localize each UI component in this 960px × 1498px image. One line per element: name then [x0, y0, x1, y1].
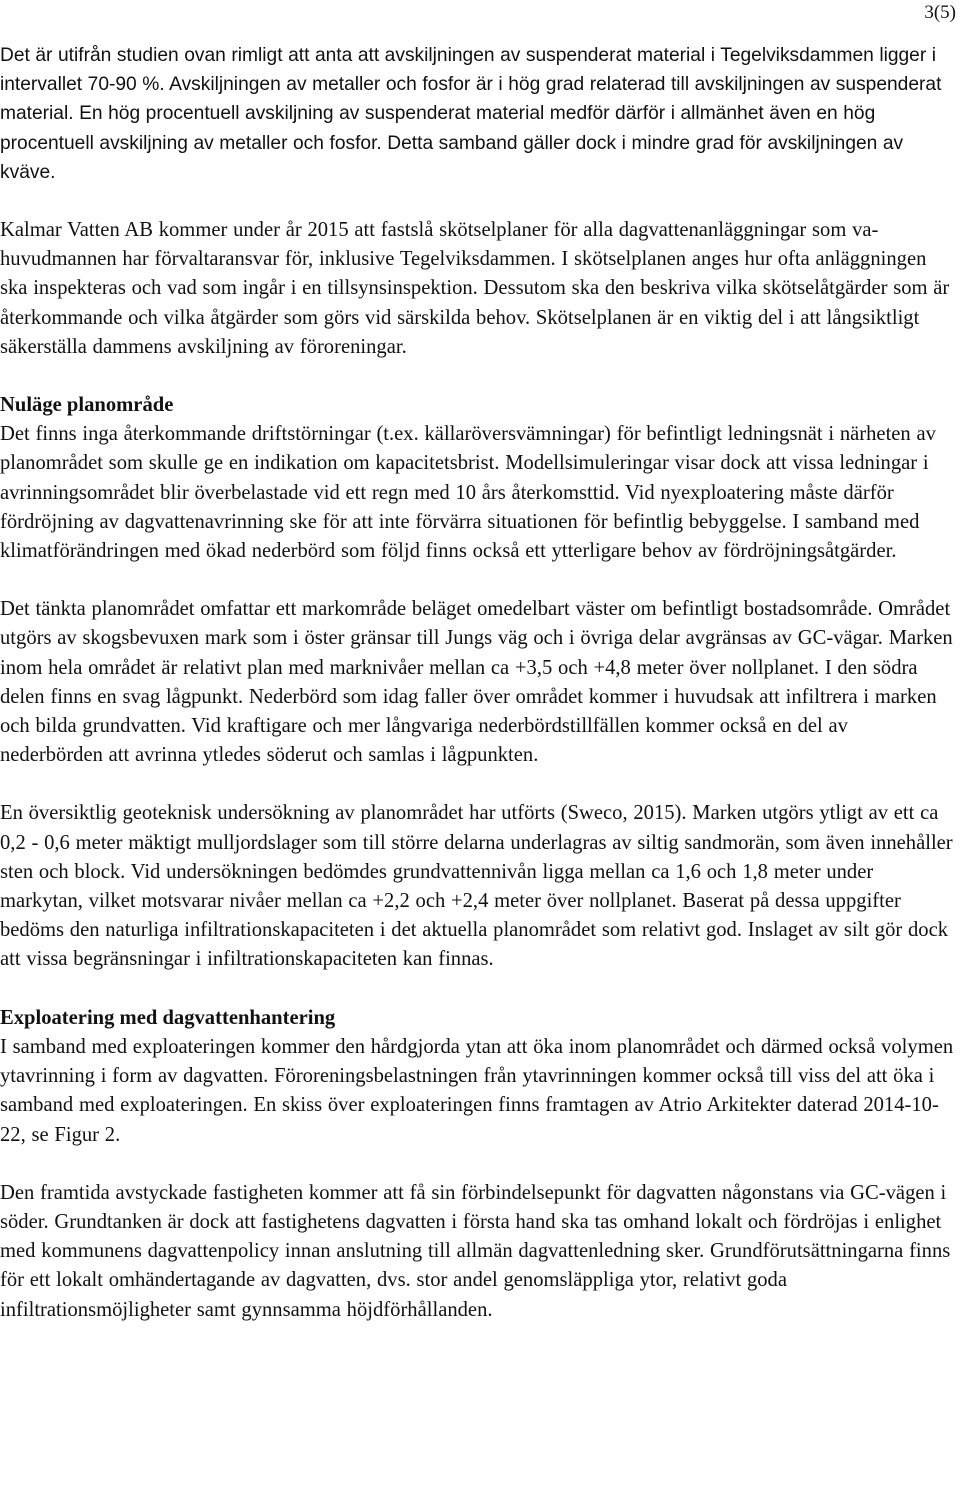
document-body [0, 41, 956, 1325]
paragraph-connection-point: Den framtida avstyckade fastigheten kommer att få sin förbindelsepunkt för dagvatten någonstans via GC-vägen i söder. Grundtanken är dock att fastighetens dagvatten i första hand ska tas omhand lokalt och fördröjas i enlighet med kommunens dagvattenpolicy innan anslutning till allmän dagvattenledning sker. Grundförutsättningarna finns för ett lokalt omhändertagande av dagvatten, dvs. stor andel genomsläppliga ytor, relativt goda infiltrationsmöjligheter samt gynnsamma höjdförhållanden. [0, 1181, 951, 1321]
paragraph-gap [0, 566, 956, 595]
paragraph-suspended-material: Det är utifrån studien ovan rimligt att anta att avskiljningen av suspenderat material i Tegelviksdammen ligger i intervallet 70-90 %. Avskiljningen av metaller och fosfor är i hög grad relaterad till avskiljningen av suspenderat material. En hög procentuell avskiljning av suspenderat material medför därför i allmänhet även en hög procentuell avskiljning av metaller och fosfor. Detta samband gäller dock i mindre grad för avskiljningen av kväve. [0, 45, 942, 183]
page-number: 3(5) [924, 2, 956, 23]
section-heading-exploitation: Exploatering med dagvattenhantering [0, 1006, 336, 1029]
paragraph-maintenance-plans: Kalmar Vatten AB kommer under år 2015 att fastslå skötselplaner för alla dagvattenanläggningar som va-huvudmannen har förvaltaransvar för, inklusive Tegelviksdammen. I skötselplanen anges hur ofta anläggningen ska inspekteras och vad som ingår i en tillsynsinspektion. Dessutom ska den beskriva vilka skötselåtgärder som är återkommande och vilka åtgärder som görs vid särskilda behov. Skötselplanen är en viktig del i att långsiktligt säkerställa dammens avskiljning av föroreningar. [0, 219, 950, 358]
paragraph-gap [0, 362, 956, 391]
paragraph-plan-area: Det tänkta planområdet omfattar ett markområde beläget omedelbart väster om befintligt bostadsområde. Området utgörs av skogsbevuxen mark som i öster gränsar till Jungs väg och i övriga delar avgränsas av GC-vägar. Marken inom hela området är relativt plan med marknivåer mellan ca +3,5 och +4,8 meter över nollplanet. I den södra delen finns en svag lågpunkt. Nederbörd som idag faller över området kommer i huvudsak att infiltrera i marken och bilda grundvatten. Vid kraftigare och mer långvariga nederbördstillfällen kommer också en del av nederbörden att avrinna ytledes söderut och samlas i lågpunkten. [0, 598, 953, 767]
paragraph-network-capacity: Det finns inga återkommande driftstörningar (t.ex. källaröversvämningar) för befintligt ledningsnät i närheten av planområdet som skulle ge en indikation om kapacitetsbrist. Modellsimuleringar visar dock att vissa ledningar i avrinningsområdet blir överbelastade vid ett regn med 10 års återkomsttid. Vid nyexploatering måste därför fördröjning av dagvattenavrinning ske för att inte förvärra situationen för befintlig bebyggelse. I samband med klimatförändringen med ökad nederbörd som följd finns också ett ytterligare behov av fördröjningsåtgärder. [0, 423, 936, 563]
paragraph-exploitation: I samband med exploateringen kommer den hårdgjorda ytan att öka inom planområdet och därmed också volymen ytavrinning i form av dagvatten. Föroreningsbelastningen från ytavrinningen kommer också till viss del att öka i samband med exploateringen. En skiss över exploateringen finns framtagen av Atrio Arkitekter daterad 2014-10-22, se Figur 2. [0, 1035, 954, 1146]
paragraph-geotechnical: En översiktlig geoteknisk undersökning av planområdet har utförts (Sweco, 2015). Marken utgörs ytligt av ett ca 0,2 - 0,6 meter mäktigt mulljordslager som till större delarna underlagras av siltig sandmorän, som även innehåller sten och block. Vid undersökningen bedömdes grundvattennivån ligga mellan ca 1,6 och 1,8 meter under markytan, vilket motsvarar nivåer mellan ca +2,2 och +2,4 meter över nollplanet. Baserat på dessa uppgifter bedöms den naturliga infiltrationskapaciteten i det aktuella planområdet som relativt god. Inslaget av silt gör dock att vissa begränsningar i infiltrationskapaciteten kan finnas. [0, 802, 953, 971]
section-heading-current-state: Nuläge planområde [0, 394, 174, 417]
paragraph-gap [0, 975, 956, 1004]
paragraph-gap [0, 770, 956, 799]
paragraph-gap [0, 187, 956, 216]
paragraph-gap [0, 1150, 956, 1179]
